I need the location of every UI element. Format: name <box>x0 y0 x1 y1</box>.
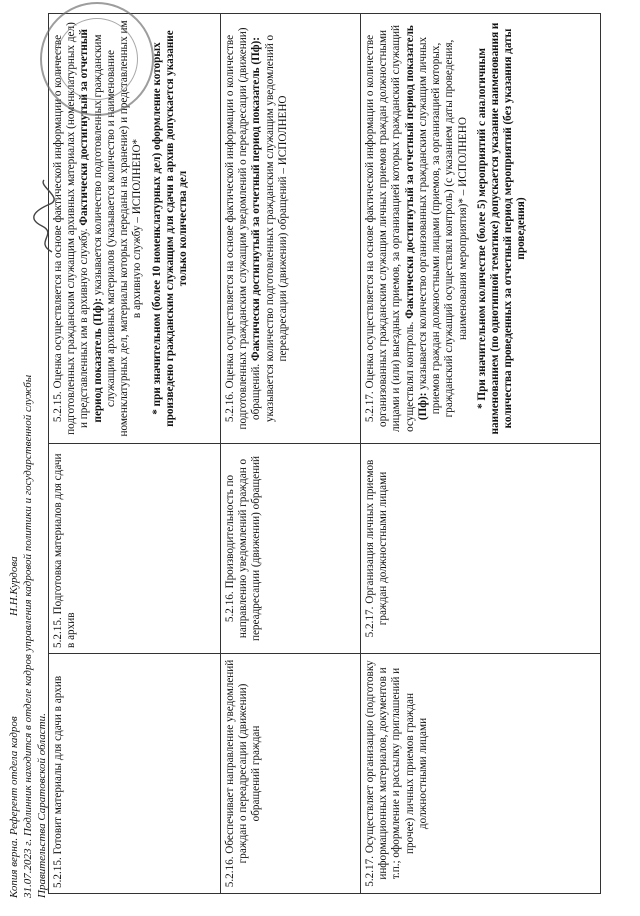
evaluation-text: 5.2.17. Оценка осуществляется на основе фактической информации о количестве организованных гражданским служащим личных приемов граждан должностными лицами и (или) выездных приемов, за организацией которых гражданский служащий осуществлял контроль. <box>364 25 416 432</box>
evaluation-tail-text: указывается количество подготовленных гражданским служащим архивных материалов (указывается количество и наименование номенклатурных дел, материалы которых переданы на хранение) и представленных им в архивную службу – ИСПОЛНЕНО* <box>91 20 144 437</box>
indicator-text: 5.2.16. Производительность по направлению уведомлений граждан о переадресации (движении) обращений <box>224 455 263 642</box>
header-line-3: Копия верна. Референт отдела кадров <box>8 716 20 898</box>
indicator-text: 5.2.17. Организация личных приемов граждан должностными лицами <box>364 459 390 638</box>
indicator-cell <box>221 444 361 654</box>
evaluation-cell <box>221 14 361 444</box>
evaluation-note: * При значительном количестве (более 5) мероприятий с аналогичным наименованием (по однотипной тематике) допускается указание наименования и количества проведенных за отчетный период мероприятий (без указания даты проведения) <box>475 22 528 435</box>
duties-table <box>48 13 601 894</box>
signer-name: Н.Н.Курдова <box>8 556 20 616</box>
official-stamp <box>40 2 154 116</box>
indicator-text: 5.2.15. Подготовка материалов для сдачи в архив <box>52 453 78 648</box>
duty-cell <box>49 654 221 894</box>
evaluation-text: 5.2.16. Оценка осуществляется на основе фактической информации о количестве подготовленных гражданским служащим уведомлений о переадресации (движении) обращений. <box>224 27 263 430</box>
header-line-1: Правительства Саратовской области. <box>36 713 48 898</box>
table-row <box>361 14 601 894</box>
duty-cell <box>221 654 361 894</box>
duty-text: 5.2.17. Осуществляет организацию (подготовку информационных материалов, документов и т.п.; оформление и рассылку приглашений и прочее) личных приемов граждан должностными лицами <box>364 660 429 887</box>
evaluation-bold-text: Фактически достигнутый за отчетный период показатель (Пф): <box>250 37 263 362</box>
duty-text: 5.2.16. Обеспечивает направление уведомлений граждан о переадресации (движении) обращений граждан <box>224 659 263 888</box>
evaluation-tail-text: указывается количество организованных гражданским служащим личных приемов граждан должностными лицами (приемов, за организацией которых, гражданский служащий осуществлял контроль) (с указанием даты проведения, наименования мероприятия)* – ИСПОЛНЕНО <box>416 36 469 418</box>
indicator-cell <box>49 444 221 654</box>
duty-cell <box>361 654 601 894</box>
evaluation-bold-text: Фактически достигнутый за отчетный период показатель (Пф): <box>403 25 429 421</box>
indicator-cell <box>361 444 601 654</box>
evaluation-bold-text: Фактически достигнутый за отчетный период показатель (Пф): <box>78 28 104 423</box>
evaluation-tail-text: указывается количество подготовленных гражданским служащим уведомлений о переадресации (движении) обращений – ИСПОЛНЕНО <box>263 34 289 423</box>
evaluation-text: 5.2.15. Оценка осуществляется на основе фактической информации о количестве подготовленных гражданским служащим архивных материалах (номенклатурных дел) и представленных им в архивную службу. <box>52 22 91 435</box>
table-row <box>49 14 221 894</box>
table-row <box>221 14 361 894</box>
duty-text: 5.2.15. Готовит материалы для сдачи в архив <box>52 675 64 888</box>
handwritten-signature <box>30 176 60 256</box>
header-line-2: 31.07.2023 г. Подлинник находится в отделе кадров управления кадровой политики и государственной службы <box>22 374 34 898</box>
evaluation-note: * при значительном (более 10 номенклатурных дел) оформление которых произведено гражданским служащим для сдачи в архив допускается указание только количества дел <box>150 30 189 427</box>
evaluation-cell <box>361 14 601 444</box>
